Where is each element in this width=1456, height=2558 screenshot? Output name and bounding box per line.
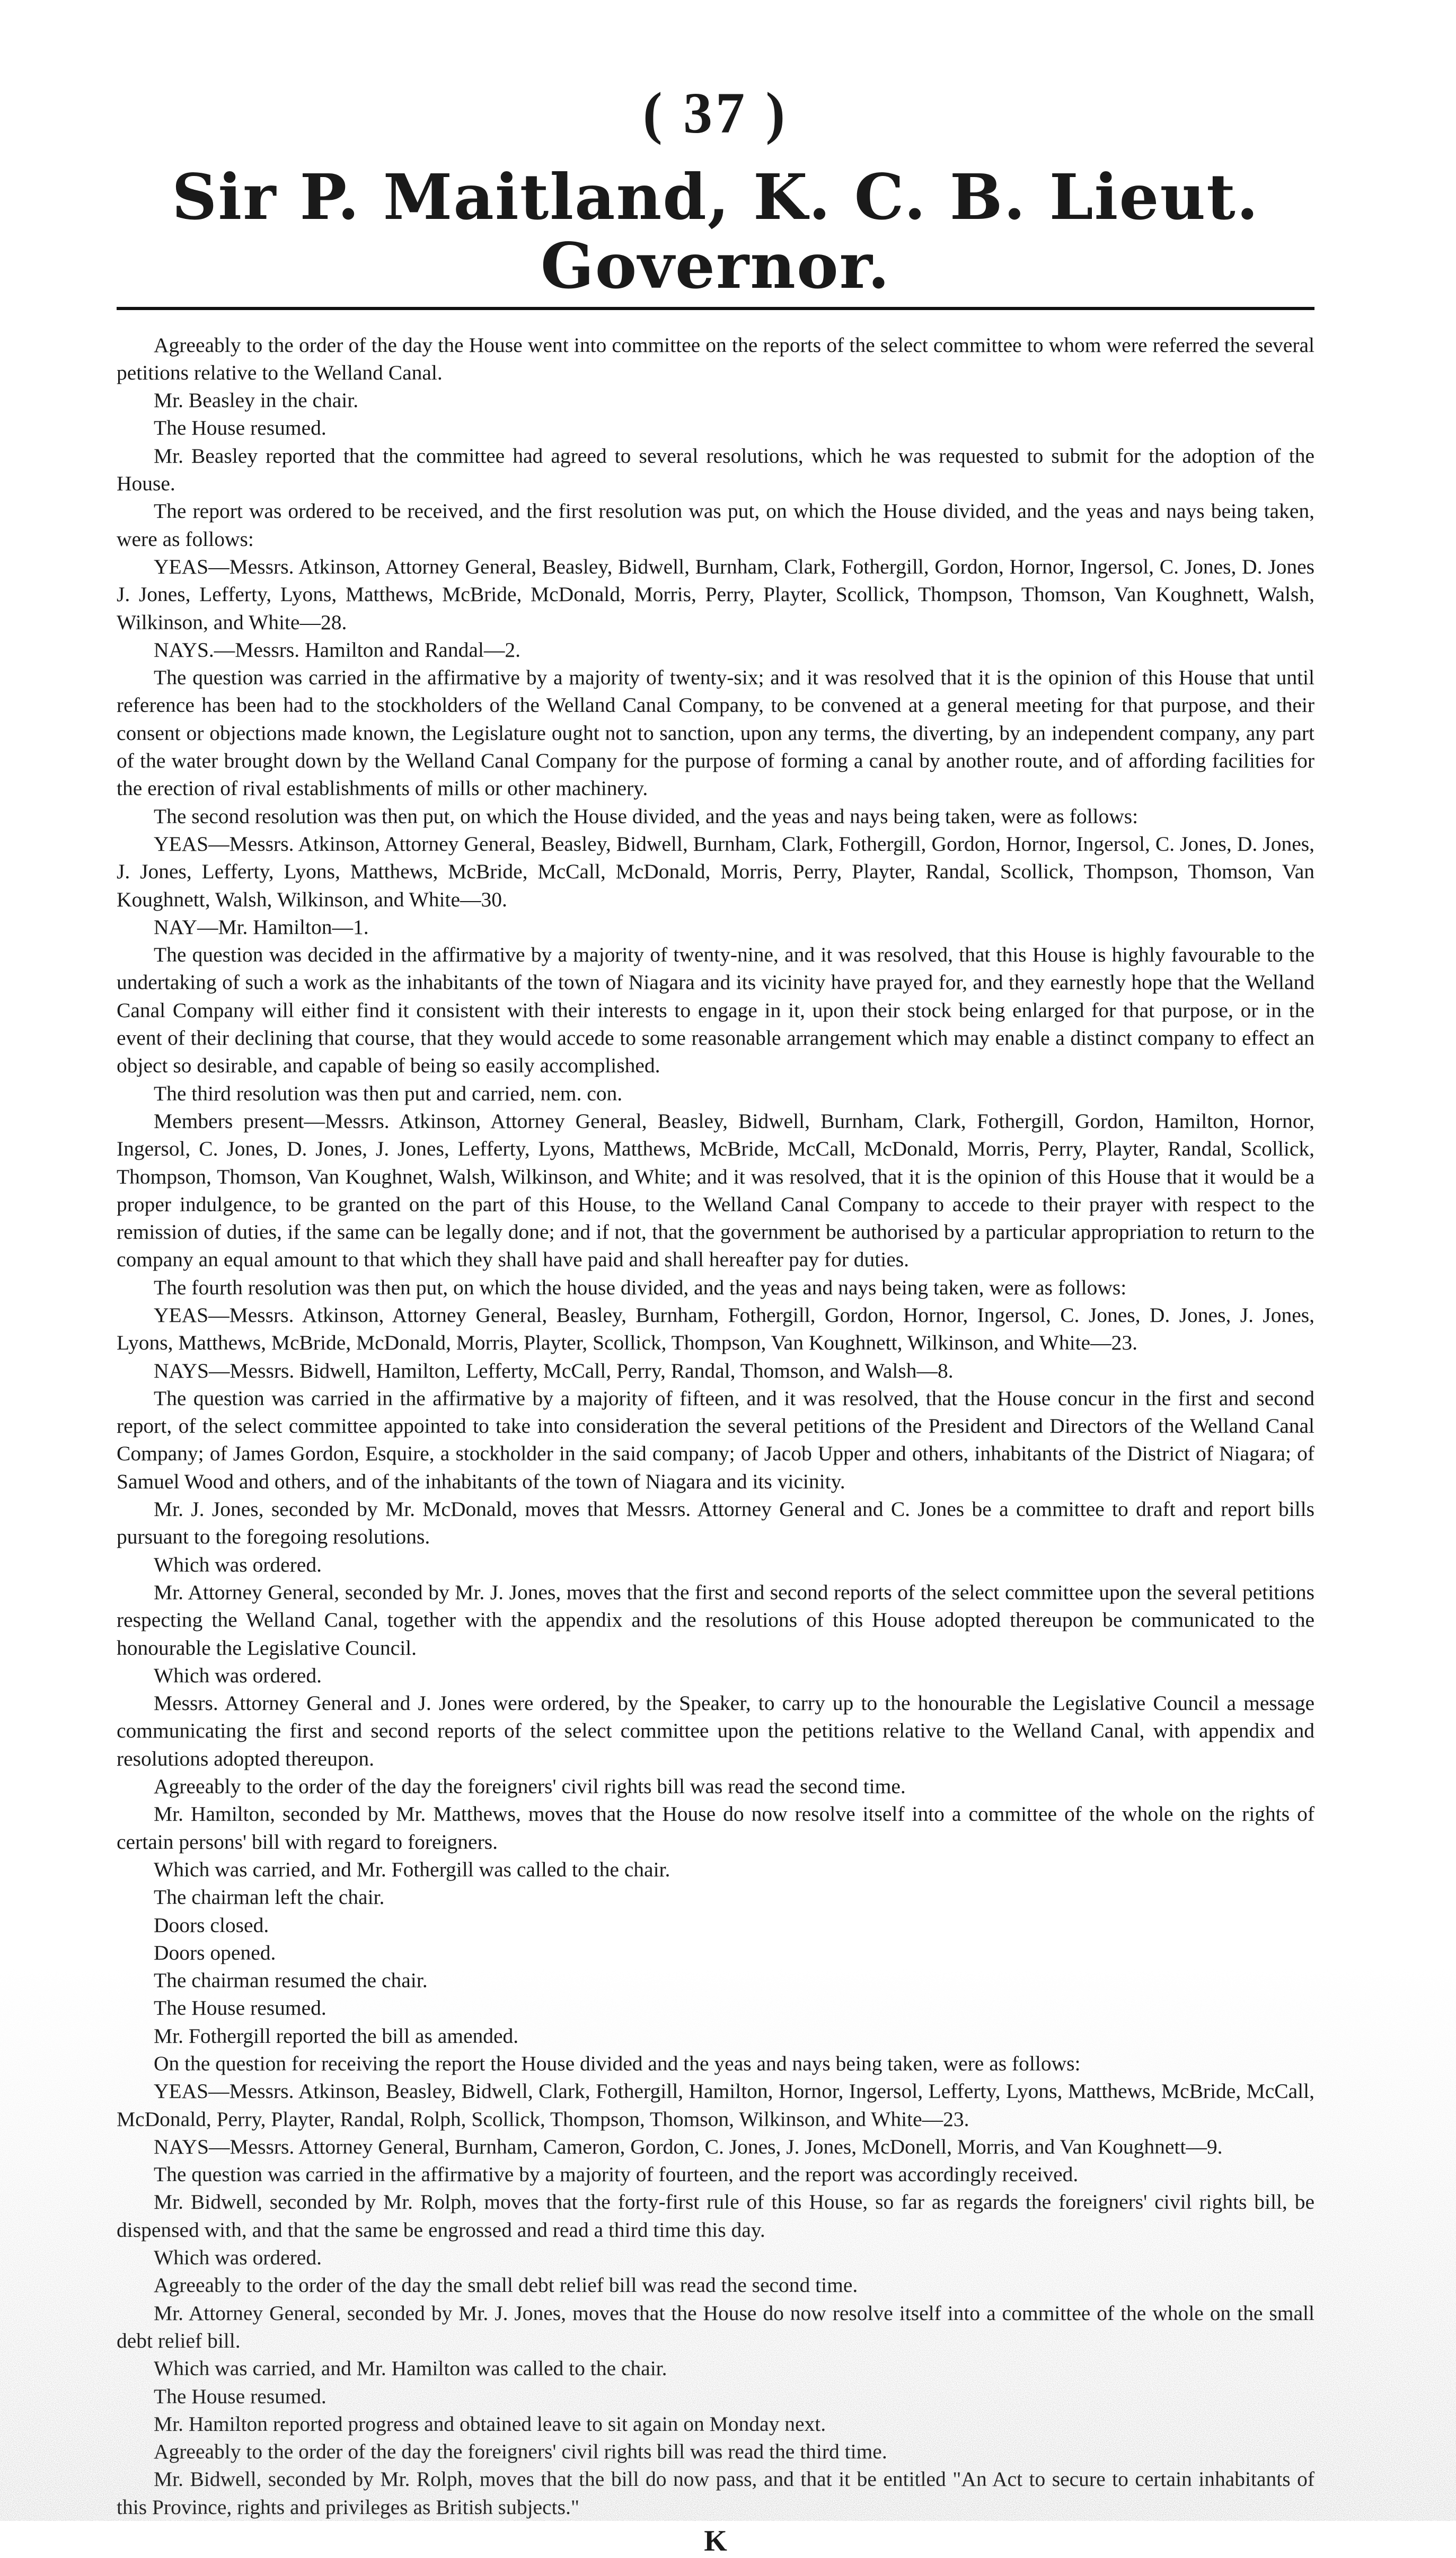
body-paragraph: The third resolution was then put and carried, nem. con.	[154, 1081, 623, 1105]
body-paragraph: Doors opened.	[154, 1940, 276, 1964]
body-paragraph: YEAS—Messrs. Atkinson, Attorney General, Beasley, Bidwell, Burnham, Clark, Fothergill, Gordon, Hornor, Ingersol, C. Jones, D. Jones, J. Jones, Lefferty, Lyons, Matthews, McBride, McCall, McDonald, Morris, Perry, Playter, Randal, Scollick, Thompson, Thomson, Van Koughnett, Walsh, Wilkinson, and White—30.	[117, 832, 1314, 911]
body-paragraph: The question was decided in the affirmative by a majority of twenty-nine, and it was resolved, that this House is highly favourable to the undertaking of such a work as the inhabitants of the town of Niagara and its vicinity have prayed for, and they earnestly hope that the Welland Canal Company will either find it consistent with their interests to engage in it, upon their stock being enlarged for that purpose, or in the event of their declining that course, that they would accede to some reasonable arrangement which may enable a distinct company to effect an object so desirable, and capable of being so easily accomplished.	[117, 943, 1314, 1078]
body-paragraph: Mr. Fothergill reported the bill as amended.	[154, 2024, 519, 2048]
body-paragraph: Agreeably to the order of the day the foreigners' civil rights bill was read the third time.	[154, 2440, 887, 2464]
body-paragraph: Which was ordered.	[154, 2246, 322, 2270]
body-paragraph: The report was ordered to be received, and the first resolution was put, on which the House divided, and the yeas and nays being taken, were as follows:	[117, 499, 1314, 551]
body-paragraph: The chairman left the chair.	[154, 1885, 385, 1909]
body-paragraph: Which was carried, and Mr. Hamilton was called to the chair.	[154, 2357, 667, 2380]
body-paragraph: The second resolution was then put, on which the House divided, and the yeas and nays being taken, were as follows:	[154, 804, 1139, 828]
signature-mark: K	[704, 2525, 727, 2558]
page-title: Sir P. Maitland, K. C. B. Lieut. Governor.	[172, 160, 1259, 303]
body-paragraph: Which was ordered.	[154, 1663, 322, 1687]
body-paragraph: The fourth resolution was then put, on which the house divided, and the yeas and nays being taken, were as follows:	[154, 1275, 1127, 1299]
body-paragraph: Mr. Hamilton reported progress and obtained leave to sit again on Monday next.	[154, 2412, 826, 2436]
body-paragraph: On the question for receiving the report the House divided and the yeas and nays being taken, were as follows:	[154, 2052, 1081, 2075]
body-paragraph: Agreeably to the order of the day the House went into committee on the reports of the select committee to whom were referred the several petitions relative to the Welland Canal.	[117, 333, 1314, 384]
title-rule	[117, 307, 1314, 310]
body-paragraph: The question was carried in the affirmative by a majority of fifteen, and it was resolved, that the House concur in the first and second report, of the select committee appointed to take into consideration the several petitions of the President and Directors of the Welland Canal Company; of James Gordon, Esquire, a stockholder in the said company; of Jacob Upper and others, inhabitants of the District of Niagara; of Samuel Wood and others, and of the inhabitants of the town of Niagara and its vicinity.	[117, 1386, 1314, 1493]
body-paragraph: Members present—Messrs. Atkinson, Attorney General, Beasley, Bidwell, Burnham, Clark, Fothergill, Gordon, Hamilton, Hornor, Ingersol, C. Jones, D. Jones, J. Jones, Lefferty, Lyons, Matthews, McBride, McCall, McDonald, Morris, Perry, Playter, Randal, Scollick, Thompson, Thomson, Van Koughnet, Walsh, Wilkinson, and White; and it was resolved, that it is the opinion of this House that it would be a proper indulgence, to be granted on the part of this House, to the Welland Canal Company to accede to their prayer with respect to the remission of duties, if the same can be legally done; and if not, that the government be authorised by a particular appropriation to return to the company an equal amount to that which they shall have paid and shall hereafter pay for duties.	[117, 1109, 1314, 1272]
body-paragraph: Mr. Attorney General, seconded by Mr. J. Jones, moves that the first and second reports of the select committee upon the several petitions respecting the Welland Canal, together with the appendix and the resolutions of this House adopted thereupon be communicated to the honourable the Legislative Council.	[117, 1580, 1314, 1660]
body-paragraph: Agreeably to the order of the day the small debt relief bill was read the second time.	[154, 2273, 858, 2297]
body-paragraph: NAYS—Messrs. Attorney General, Burnham, Cameron, Gordon, C. Jones, J. Jones, McDonell, Morris, and Van Koughnett—9.	[154, 2134, 1223, 2158]
page-number: ( 37 )	[642, 81, 789, 145]
body-paragraph: Mr. Hamilton, seconded by Mr. Matthews, moves that the House do now resolve itself into a committee of the whole on the rights of certain persons' bill with regard to foreigners.	[117, 1802, 1314, 1854]
body-paragraph: NAYS—Messrs. Bidwell, Hamilton, Lefferty, McCall, Perry, Randal, Thomson, and Walsh—8.	[154, 1359, 954, 1382]
body-paragraph: Which was carried, and Mr. Fothergill was called to the chair.	[154, 1857, 670, 1881]
body-paragraph: YEAS—Messrs. Atkinson, Beasley, Bidwell, Clark, Fothergill, Hamilton, Hornor, Ingersol, Lefferty, Lyons, Matthews, McBride, McCall, McDonald, Perry, Playter, Randal, Rolph, Scollick, Thompson, Thomson, Wilkinson, and White—23.	[117, 2079, 1314, 2131]
body-paragraph: YEAS—Messrs. Atkinson, Attorney General, Beasley, Burnham, Fothergill, Gordon, Hornor, Ingersol, C. Jones, D. Jones, J. Jones, Lyons, Matthews, McBride, McDonald, Morris, Playter, Scollick, Thompson, Van Koughnett, Wilkinson, and White—23.	[117, 1303, 1314, 1355]
body-paragraph: The House resumed.	[154, 1996, 327, 2020]
body-paragraph: The question was carried in the affirmative by a majority of fourteen, and the report was accordingly received.	[154, 2163, 1079, 2186]
body-paragraph: Messrs. Attorney General and J. Jones were ordered, by the Speaker, to carry up to the honourable the Legislative Council a message communicating the first and second reports of the select committee upon the petitions relative to the Welland Canal, with appendix and resolutions adopted thereupon.	[117, 1691, 1314, 1770]
body-paragraph: The House resumed.	[154, 416, 327, 440]
body-paragraph: The question was carried in the affirmative by a majority of twenty-six; and it was resolved that it is the opinion of this House that until reference has been had to the stockholders of the Welland Canal Company, to be convened at a general meeting for that purpose, and their consent or objections made known, the Legislature ought not to sanction, upon any terms, the diverting, by an independent company, any part of the water brought down by the Welland Canal Company for the purpose of forming a canal by another route, and of affording facilities for the erection of rival establishments of mills or other machinery.	[117, 666, 1314, 800]
body-paragraph: Which was ordered.	[154, 1553, 322, 1576]
body-paragraph: Mr. Bidwell, seconded by Mr. Rolph, moves that the bill do now pass, and that it be entitled "An Act to secure to certain inhabitants of this Province, rights and privileges as British subjects."	[117, 2467, 1314, 2519]
body-paragraph: Doors closed.	[154, 1913, 269, 1937]
body-paragraph: NAY—Mr. Hamilton—1.	[154, 915, 369, 939]
body-paragraph: Mr. J. Jones, seconded by Mr. McDonald, moves that Messrs. Attorney General and C. Jones be a committee to draft and report bills pursuant to the foregoing resolutions.	[117, 1497, 1314, 1549]
body-paragraph: Mr. Attorney General, seconded by Mr. J. Jones, moves that the House do now resolve itself into a committee of the whole on the small debt relief bill.	[117, 2301, 1314, 2352]
journal-body	[117, 331, 1314, 2521]
body-paragraph: Mr. Bidwell, seconded by Mr. Rolph, moves that the forty-first rule of this House, so far as regards the foreigners' civil rights bill, be dispensed with, and that the same be engrossed and read a third time this day.	[117, 2190, 1314, 2242]
body-paragraph: Mr. Beasley in the chair.	[154, 389, 359, 412]
body-paragraph: Agreeably to the order of the day the foreigners' civil rights bill was read the second time.	[154, 1775, 906, 1798]
body-paragraph: The House resumed.	[154, 2384, 327, 2408]
body-paragraph: Mr. Beasley reported that the committee had agreed to several resolutions, which he was requested to submit for the adoption of the House.	[117, 444, 1314, 496]
document-page	[117, 80, 1314, 2558]
body-paragraph: NAYS.—Messrs. Hamilton and Randal—2.	[154, 638, 520, 661]
body-paragraph: The chairman resumed the chair.	[154, 1969, 428, 1992]
body-paragraph: YEAS—Messrs. Atkinson, Attorney General, Beasley, Bidwell, Burnham, Clark, Fothergill, Gordon, Hornor, Ingersol, C. Jones, D. Jones J. Jones, Lefferty, Lyons, Matthews, McBride, McDonald, Morris, Perry, Playter, Scollick, Thompson, Thomson, Van Koughnett, Walsh, Wilkinson, and White—28.	[117, 554, 1314, 634]
